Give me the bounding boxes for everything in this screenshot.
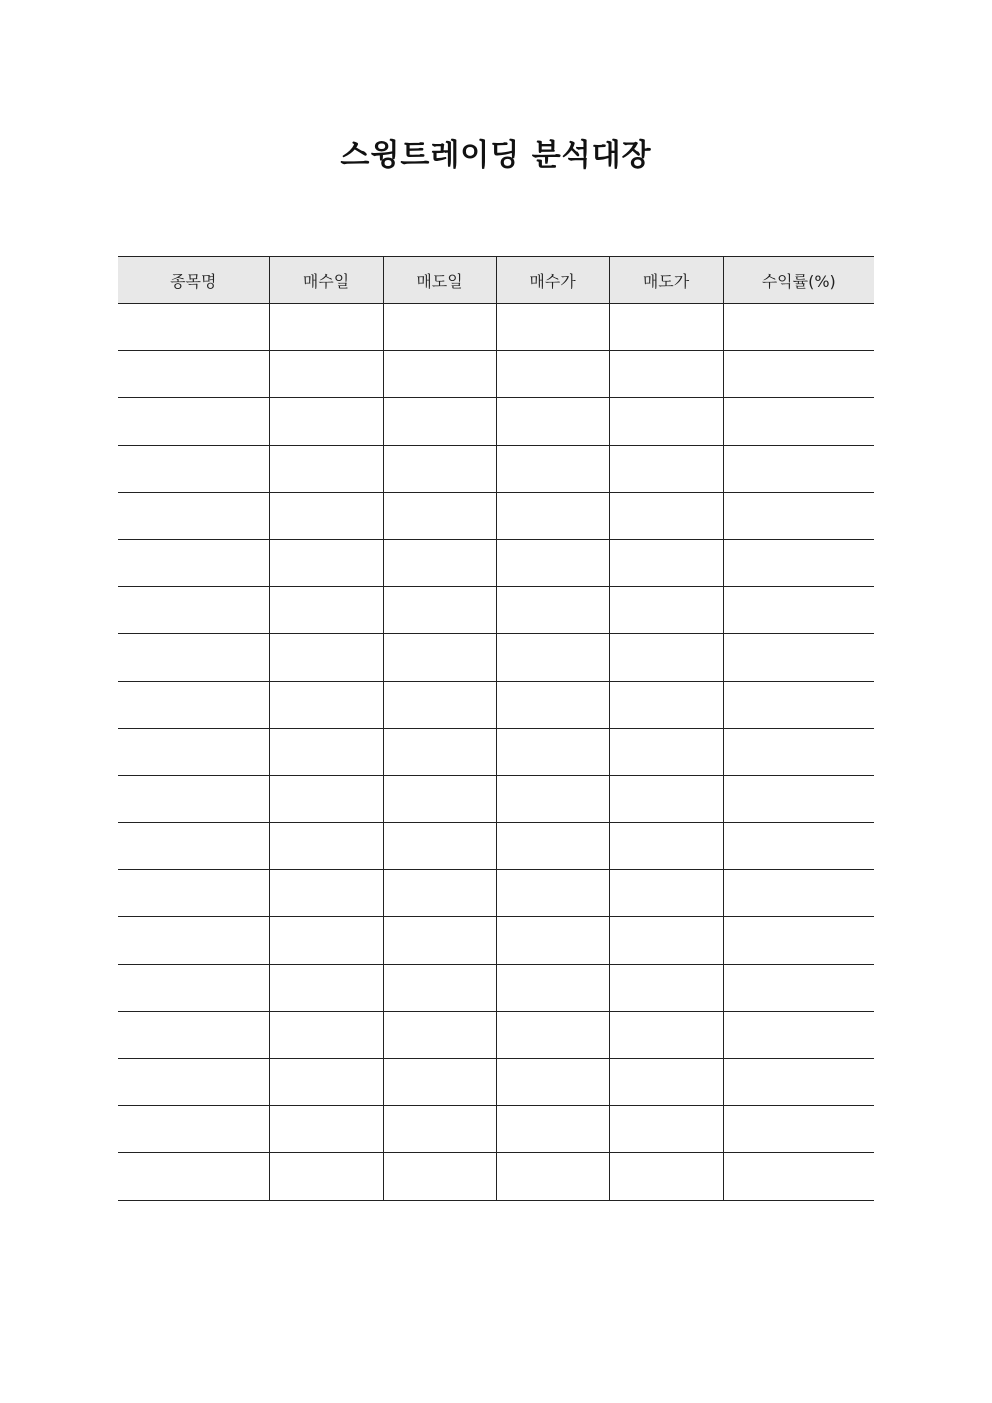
cell-return-rate[interactable] [723,870,874,917]
cell-sell-date[interactable] [383,964,496,1011]
header-return-rate: 수익률(%) [723,257,874,304]
header-sell-price: 매도가 [609,257,723,304]
cell-sell-date[interactable] [383,823,496,870]
cell-buy-price[interactable] [496,823,609,870]
cell-sell-date[interactable] [383,539,496,586]
cell-buy-price[interactable] [496,398,609,445]
cell-sell-price[interactable] [609,398,723,445]
cell-sell-date[interactable] [383,351,496,398]
cell-return-rate[interactable] [723,445,874,492]
cell-stock-name[interactable] [118,304,269,351]
cell-buy-price[interactable] [496,445,609,492]
cell-stock-name[interactable] [118,1106,269,1153]
cell-stock-name[interactable] [118,1059,269,1106]
cell-sell-price[interactable] [609,1059,723,1106]
table-row [118,398,874,445]
table-row [118,587,874,634]
cell-return-rate[interactable] [723,1106,874,1153]
header-stock-name: 종목명 [118,257,269,304]
header-sell-date: 매도일 [383,257,496,304]
cell-buy-date[interactable] [269,681,383,728]
cell-stock-name[interactable] [118,398,269,445]
cell-buy-price[interactable] [496,1106,609,1153]
cell-sell-date[interactable] [383,870,496,917]
cell-sell-price[interactable] [609,351,723,398]
cell-buy-price[interactable] [496,492,609,539]
cell-sell-date[interactable] [383,1153,496,1200]
cell-return-rate[interactable] [723,1059,874,1106]
table-row [118,917,874,964]
cell-buy-price[interactable] [496,304,609,351]
cell-buy-date[interactable] [269,823,383,870]
cell-sell-date[interactable] [383,917,496,964]
cell-sell-price[interactable] [609,304,723,351]
cell-sell-date[interactable] [383,492,496,539]
cell-stock-name[interactable] [118,1011,269,1058]
cell-buy-date[interactable] [269,964,383,1011]
cell-return-rate[interactable] [723,681,874,728]
table-row [118,1106,874,1153]
cell-buy-price[interactable] [496,964,609,1011]
cell-sell-price[interactable] [609,870,723,917]
cell-buy-price[interactable] [496,870,609,917]
table-row [118,492,874,539]
cell-return-rate[interactable] [723,539,874,586]
cell-buy-price[interactable] [496,1153,609,1200]
cell-sell-price[interactable] [609,1153,723,1200]
table-row [118,1059,874,1106]
cell-return-rate[interactable] [723,964,874,1011]
cell-sell-date[interactable] [383,1059,496,1106]
table-row [118,1153,874,1200]
cell-return-rate[interactable] [723,728,874,775]
cell-return-rate[interactable] [723,492,874,539]
cell-sell-date[interactable] [383,587,496,634]
header-buy-price: 매수가 [496,257,609,304]
cell-sell-price[interactable] [609,539,723,586]
cell-return-rate[interactable] [723,823,874,870]
cell-sell-date[interactable] [383,1106,496,1153]
cell-stock-name[interactable] [118,1153,269,1200]
header-buy-date: 매수일 [269,257,383,304]
cell-buy-price[interactable] [496,1011,609,1058]
cell-sell-date[interactable] [383,728,496,775]
cell-sell-price[interactable] [609,681,723,728]
cell-stock-name[interactable] [118,539,269,586]
cell-stock-name[interactable] [118,634,269,681]
table-row [118,539,874,586]
cell-buy-price[interactable] [496,1059,609,1106]
cell-stock-name[interactable] [118,681,269,728]
page-title: 스윙트레이딩 분석대장 [340,138,652,173]
table-header-row [118,257,874,304]
cell-sell-price[interactable] [609,964,723,1011]
cell-sell-price[interactable] [609,823,723,870]
cell-return-rate[interactable] [723,351,874,398]
cell-sell-price[interactable] [609,634,723,681]
table-row [118,728,874,775]
cell-return-rate[interactable] [723,775,874,822]
table-row [118,681,874,728]
table-row [118,823,874,870]
cell-sell-date[interactable] [383,304,496,351]
table-row [118,304,874,351]
cell-buy-date[interactable] [269,1106,383,1153]
table-row [118,1011,874,1058]
cell-return-rate[interactable] [723,917,874,964]
cell-buy-date[interactable] [269,775,383,822]
cell-sell-date[interactable] [383,445,496,492]
table-row [118,775,874,822]
cell-buy-date[interactable] [269,398,383,445]
cell-buy-date[interactable] [269,1059,383,1106]
cell-sell-price[interactable] [609,728,723,775]
cell-buy-date[interactable] [269,304,383,351]
cell-sell-price[interactable] [609,445,723,492]
cell-stock-name[interactable] [118,823,269,870]
cell-buy-date[interactable] [269,445,383,492]
cell-buy-date[interactable] [269,539,383,586]
table-body [118,304,874,1201]
cell-return-rate[interactable] [723,634,874,681]
cell-buy-price[interactable] [496,775,609,822]
cell-buy-date[interactable] [269,351,383,398]
cell-buy-price[interactable] [496,587,609,634]
cell-sell-date[interactable] [383,1011,496,1058]
cell-return-rate[interactable] [723,398,874,445]
cell-buy-date[interactable] [269,728,383,775]
cell-sell-price[interactable] [609,775,723,822]
cell-sell-price[interactable] [609,587,723,634]
cell-buy-price[interactable] [496,728,609,775]
cell-stock-name[interactable] [118,445,269,492]
cell-buy-date[interactable] [269,1153,383,1200]
cell-buy-date[interactable] [269,587,383,634]
cell-sell-date[interactable] [383,681,496,728]
cell-sell-price[interactable] [609,917,723,964]
cell-buy-date[interactable] [269,917,383,964]
cell-return-rate[interactable] [723,587,874,634]
cell-buy-price[interactable] [496,917,609,964]
table-row [118,445,874,492]
cell-sell-price[interactable] [609,1106,723,1153]
cell-stock-name[interactable] [118,870,269,917]
table-row [118,964,874,1011]
cell-stock-name[interactable] [118,917,269,964]
cell-buy-date[interactable] [269,634,383,681]
cell-sell-date[interactable] [383,634,496,681]
cell-stock-name[interactable] [118,728,269,775]
cell-sell-date[interactable] [383,398,496,445]
cell-return-rate[interactable] [723,304,874,351]
table-row [118,634,874,681]
cell-buy-price[interactable] [496,634,609,681]
cell-sell-price[interactable] [609,1011,723,1058]
cell-buy-price[interactable] [496,351,609,398]
trading-ledger-table [118,256,874,1201]
cell-buy-date[interactable] [269,1011,383,1058]
cell-stock-name[interactable] [118,587,269,634]
cell-stock-name[interactable] [118,775,269,822]
cell-buy-price[interactable] [496,539,609,586]
table-row [118,870,874,917]
cell-stock-name[interactable] [118,492,269,539]
cell-return-rate[interactable] [723,1153,874,1200]
cell-sell-price[interactable] [609,492,723,539]
cell-stock-name[interactable] [118,964,269,1011]
cell-sell-date[interactable] [383,775,496,822]
cell-stock-name[interactable] [118,351,269,398]
table-row [118,351,874,398]
cell-return-rate[interactable] [723,1011,874,1058]
cell-buy-date[interactable] [269,870,383,917]
cell-buy-price[interactable] [496,681,609,728]
cell-buy-date[interactable] [269,492,383,539]
